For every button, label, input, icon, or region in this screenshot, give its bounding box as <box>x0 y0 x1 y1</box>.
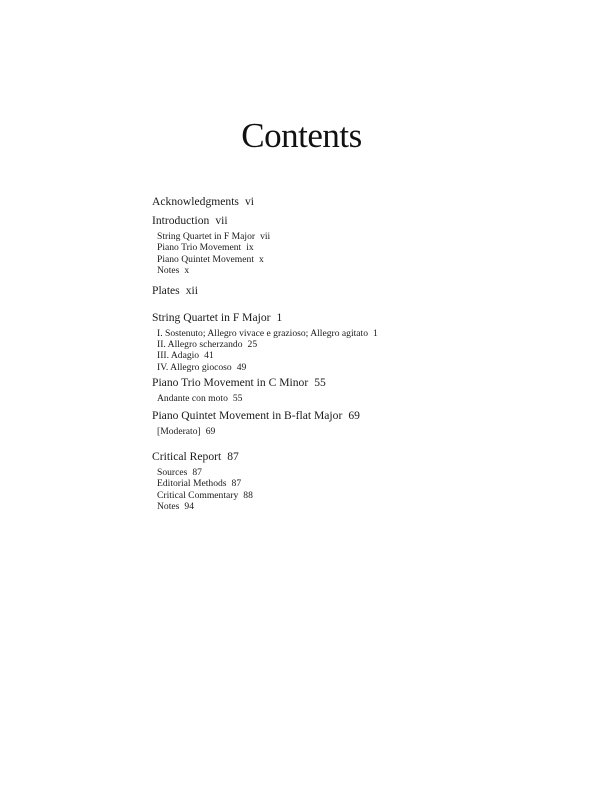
toc-sub-list <box>157 426 452 437</box>
toc-page-number: 41 <box>204 350 214 362</box>
toc-page-number: 1 <box>276 310 283 324</box>
toc-heading[interactable] <box>152 408 452 424</box>
toc-section-plates <box>152 283 452 299</box>
toc-sub-item-label: String Quartet in F Major <box>157 231 256 242</box>
table-of-contents <box>152 194 452 513</box>
toc-sub-item[interactable] <box>157 254 452 265</box>
toc-heading-label: Acknowledgments <box>152 195 239 208</box>
toc-page-number: xii <box>185 283 198 297</box>
toc-page-number: vii <box>215 214 228 227</box>
toc-heading[interactable] <box>152 310 452 326</box>
toc-page-number: 49 <box>236 361 247 373</box>
toc-sub-item-label: Critical Commentary <box>157 489 239 501</box>
toc-section-acknowledgments <box>152 194 452 210</box>
toc-heading-label: Introduction <box>152 214 210 227</box>
toc-sub-item[interactable] <box>157 362 452 373</box>
toc-sub-item-label: Andante con moto <box>157 393 228 405</box>
toc-page-number: 69 <box>205 425 216 437</box>
toc-page-number: x <box>184 265 190 277</box>
toc-page-number: ix <box>246 242 254 254</box>
toc-sub-item[interactable] <box>157 339 452 350</box>
toc-sub-item[interactable] <box>157 393 452 404</box>
toc-sub-list <box>157 231 452 277</box>
toc-sub-item-label: III. Adagio <box>157 350 200 362</box>
toc-sub-item[interactable] <box>157 478 452 489</box>
toc-heading[interactable] <box>152 283 452 299</box>
toc-sub-item[interactable] <box>157 328 452 339</box>
toc-page-number: 87 <box>231 478 242 490</box>
toc-sub-item[interactable] <box>157 265 452 276</box>
toc-page-number: 55 <box>232 393 243 405</box>
toc-sub-item-label: Piano Trio Movement <box>157 242 242 254</box>
toc-page-number: 88 <box>243 489 253 501</box>
toc-page-number: 55 <box>314 376 326 390</box>
toc-section-piano-quintet <box>152 408 452 437</box>
toc-sub-item-label: I. Sostenuto; Allegro vivace e grazioso; Allegro agitato <box>157 327 369 339</box>
toc-sub-item[interactable] <box>157 242 452 253</box>
toc-page-number: 87 <box>192 467 202 479</box>
toc-heading-label: String Quartet in F Major <box>152 310 271 324</box>
toc-sub-item[interactable] <box>157 467 452 478</box>
toc-heading[interactable] <box>152 449 452 465</box>
toc-section-introduction <box>152 213 452 277</box>
toc-section-critical-report <box>152 449 452 513</box>
toc-page-number: 87 <box>227 450 239 464</box>
toc-page-number: vi <box>244 195 254 208</box>
toc-sub-item[interactable] <box>157 501 452 512</box>
toc-sub-item-label: Sources <box>157 467 188 479</box>
toc-heading-label: Critical Report <box>152 450 222 464</box>
toc-sub-item[interactable] <box>157 231 452 242</box>
page-title: Contents <box>241 116 362 155</box>
toc-sub-item-label: Notes <box>157 501 180 513</box>
toc-sub-list <box>157 328 452 374</box>
toc-sub-list <box>157 467 452 513</box>
toc-heading[interactable] <box>152 194 452 210</box>
toc-sub-item-label: Piano Quintet Movement <box>157 253 254 265</box>
toc-sub-item-label: IV. Allegro giocoso <box>157 361 232 373</box>
toc-sub-item-label: II. Allegro scherzando <box>157 339 243 351</box>
toc-sub-item[interactable] <box>157 490 452 501</box>
toc-sub-item-label: [Moderato] <box>157 425 201 437</box>
toc-heading-label: Plates <box>152 283 180 297</box>
toc-page-number: 69 <box>348 408 360 422</box>
toc-heading-label: Piano Trio Movement in C Minor <box>152 376 309 390</box>
toc-page-number: 94 <box>184 501 194 513</box>
toc-section-piano-trio <box>152 375 452 404</box>
toc-sub-list <box>157 393 452 404</box>
toc-heading[interactable] <box>152 213 452 229</box>
toc-sub-item[interactable] <box>157 426 452 437</box>
toc-page-number: vii <box>260 231 271 242</box>
toc-heading-label: Piano Quintet Movement in B-flat Major <box>152 408 343 422</box>
toc-page-number: 1 <box>373 327 378 339</box>
toc-sub-item-label: Editorial Methods <box>157 478 227 490</box>
toc-page-number: 25 <box>247 339 258 351</box>
toc-sub-item-label: Notes <box>157 265 180 277</box>
toc-section-string-quartet <box>152 310 452 374</box>
toc-page-number: x <box>259 253 264 265</box>
toc-heading[interactable] <box>152 375 452 391</box>
toc-sub-item[interactable] <box>157 350 452 361</box>
